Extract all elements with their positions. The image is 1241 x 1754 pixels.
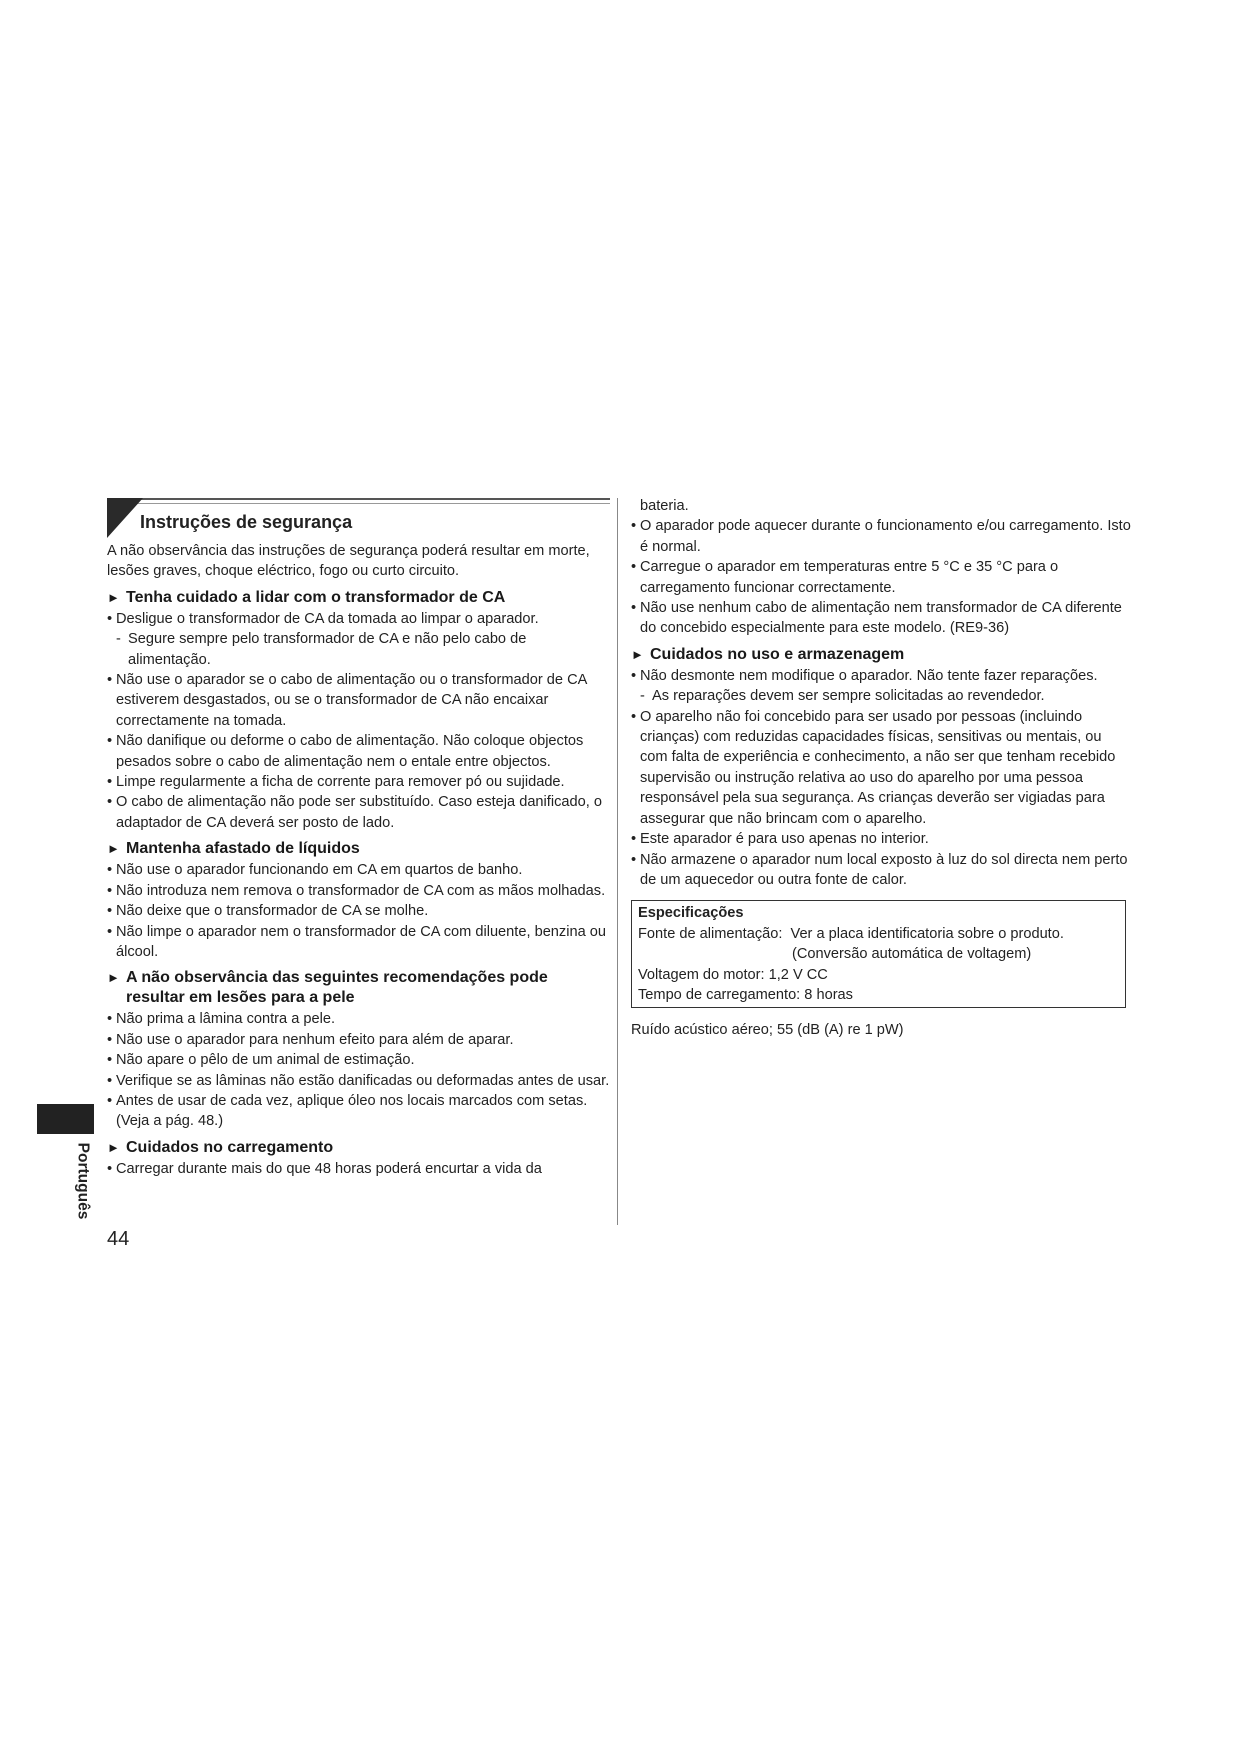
subheading-charging: ► Cuidados no carregamento (107, 1138, 334, 1156)
arrow-icon: ► (107, 970, 120, 986)
list-item: • Não apare o pêlo de um animal de estimação. (107, 1050, 610, 1070)
subheading-skin: ► A não observância das seguintes recomendações pode resultar em lesões para a pele (107, 969, 548, 1007)
header-rule-thin (107, 503, 610, 504)
list-item: • Não deixe que o transformador de CA se molhe. (107, 901, 610, 921)
list-item: • Verifique se as lâminas não estão danificadas ou deformadas antes de usar. (107, 1071, 610, 1091)
subheading-liquids: ► Mantenha afastado de líquidos (107, 840, 360, 858)
list-item: • Não danifique ou deforme o cabo de alimentação. Não coloque objectos pesados sobre o cabo de alimentação nem o entale entre objectos. (107, 731, 610, 772)
subheading-transformer: ► Tenha cuidado a lidar com o transformador de CA (107, 588, 506, 606)
list-item: • Não use o aparador funcionando em CA em quartos de banho. (107, 860, 610, 880)
list-subitem: - As reparações devem ser sempre solicitadas ao revendedor. (640, 688, 1045, 705)
right-column (631, 496, 1131, 1041)
list-item: • Carregue o aparador em temperaturas entre 5 °C e 35 °C para o carregamento funcionar correctamente. (631, 557, 1131, 598)
arrow-icon: ► (107, 1139, 120, 1155)
intro-text: A não observância das instruções de segurança poderá resultar em morte, lesões graves, choque eléctrico, fogo ou curto circuito. (107, 543, 590, 580)
header-triangle-icon (107, 498, 143, 538)
list-item: • Limpe regularmente a ficha de corrente para remover pó ou sujidade. (107, 772, 610, 792)
list-item: • Não limpe o aparador nem o transformador de CA com diluente, benzina ou álcool. (107, 922, 610, 963)
noise-level-text: Ruído acústico aéreo; 55 (dB (A) re 1 pW) (631, 1022, 904, 1039)
list-item: • Não use o aparador se o cabo de alimentação ou o transformador de CA estiverem desgastados, ou se o transformador de CA não encaixar correctamente na tomada. (107, 670, 610, 731)
section-title: Instruções de segurança (140, 512, 353, 532)
specifications-title: Especificações (638, 905, 744, 922)
language-label: Português (74, 1142, 92, 1220)
spec-power-row: Fonte de alimentação: Ver a placa identificatoria sobre o produto. (638, 925, 1064, 942)
list-item: • Não introduza nem remova o transformador de CA com as mãos molhadas. (107, 881, 610, 901)
spec-charge-time: Tempo de carregamento: 8 horas (638, 986, 853, 1003)
list-item: • Não desmonte nem modifique o aparador. Não tente fazer reparações. (631, 666, 1131, 686)
list-item: • Desligue o transformador de CA da tomada ao limpar o aparador. (107, 609, 610, 629)
section-header (107, 498, 610, 538)
language-tab-marker (37, 1104, 94, 1134)
list-item: • O cabo de alimentação não pode ser substituído. Caso esteja danificado, o adaptador de CA deverá ser posto de lado. (107, 792, 610, 833)
list-item: • O aparelho não foi concebido para ser usado por pessoas (incluindo crianças) com reduzidas capacidades físicas, sensitivas ou mentais, ou com falta de experiência e conhecimento, a não ser que tenham recebido supervisão ou instrução relativa ao uso do aparelho por uma pessoa responsável pela sua segurança. As crianças deverão ser vigiadas para assegurar que não brincam com o aparelho. (631, 707, 1131, 829)
list-item: • Antes de usar de cada vez, aplique óleo nos locais marcados com setas. (Veja a pág. 48.) (107, 1091, 610, 1132)
list-item: • Não use o aparador para nenhum efeito para além de aparar. (107, 1030, 610, 1050)
header-rule (107, 498, 610, 500)
list-item: • O aparador pode aquecer durante o funcionamento e/ou carregamento. Isto é normal. (631, 516, 1131, 557)
column-divider (617, 498, 618, 1225)
arrow-icon: ► (631, 646, 644, 662)
page-number: 44 (107, 1228, 130, 1250)
subheading-usage-storage: ► Cuidados no uso e armazenagem (631, 645, 905, 663)
spec-motor-voltage: Voltagem do motor: 1,2 V CC (638, 966, 828, 983)
list-subitem: - Segure sempre pelo transformador de CA e não pelo cabo de alimentação. (116, 631, 527, 668)
left-column (107, 541, 610, 1179)
spec-power-note: (Conversão automática de voltagem) (792, 946, 1032, 963)
list-item: • Carregar durante mais do que 48 horas poderá encurtar a vida da (107, 1159, 610, 1179)
list-item: • Não prima a lâmina contra a pele. (107, 1009, 610, 1029)
list-item: • Não use nenhum cabo de alimentação nem transformador de CA diferente do concebido especialmente para este modelo. (RE9-36) (631, 598, 1131, 639)
list-item: • Este aparador é para uso apenas no interior. (631, 829, 1131, 849)
specifications-box (631, 900, 1126, 1008)
continued-text: bateria. (640, 498, 689, 514)
arrow-icon: ► (107, 589, 120, 605)
arrow-icon: ► (107, 841, 120, 857)
list-item: • Não armazene o aparador num local exposto à luz do sol directa nem perto de um aquecedor ou outra fonte de calor. (631, 850, 1131, 891)
